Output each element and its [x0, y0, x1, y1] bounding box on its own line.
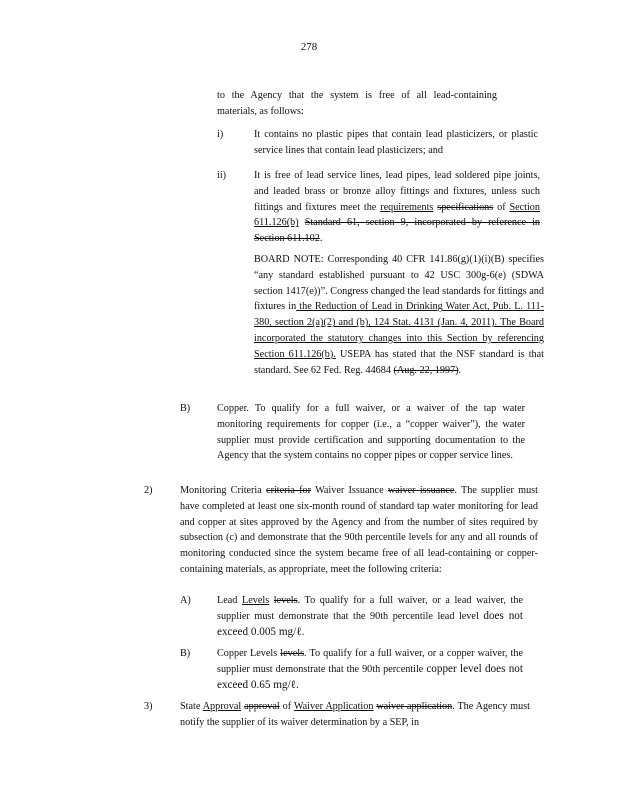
text-run: . The Agency must notify the supplier of its waiver determination by a SEP, in — [180, 701, 530, 728]
deleted-text: levels — [273, 595, 298, 606]
deleted-text: waiver application — [376, 701, 453, 712]
inserted-text: the Reduction of Lead in Drinking Water Act, Pub. L. 111-380, section 2(a)(2) and (b), 124 Stat. 4131 (Jan. 4, 2011). The Board incorporated the statutory changes into this Section by referencing Section 611.126(b). — [254, 301, 544, 360]
text-run: of — [279, 701, 294, 712]
inserted-text: requirements — [380, 201, 434, 213]
text-run: does not exceed 0.005 mg/ℓ. — [217, 609, 523, 638]
text-run: . To qualify for a full waiver, or a lead waiver, the supplier must demonstrate that the 90th percentile lead level — [217, 595, 523, 622]
board-note — [254, 252, 544, 378]
page-number: 278 — [300, 41, 318, 53]
text-run: Lead — [217, 595, 242, 606]
text-run: Waiver Issuance — [311, 485, 388, 496]
text-run: . To qualify for a full waiver, or a copper waiver, the supplier must demonstrate that the 90th percentile — [217, 648, 523, 675]
item-2-label: 2) — [144, 485, 153, 496]
deleted-text: (Aug. 22, 1997) — [393, 364, 459, 376]
deleted-text: criteria for — [266, 485, 312, 496]
deleted-text: approval — [244, 701, 280, 712]
item-2a-label: A) — [180, 595, 191, 606]
item-i-label: i) — [217, 129, 224, 140]
text-run: BOARD NOTE: Corresponding 40 CFR 141.86(g)(1)(i)(B) specifies “any standard established pursuant to 42 USC 300g-6(e) (SDWA section 1417(e))”. Congress changed the lead standards for fittings and fixtures in — [254, 254, 544, 313]
item-b-label: B) — [180, 403, 191, 414]
item-2a-text — [217, 593, 523, 640]
text-run: . — [319, 233, 323, 245]
item-i-text: It contains no plastic pipes that contain lead plasticizers, or plastic service lines that contain lead plasticizers; and — [254, 129, 538, 156]
item-2-text — [180, 483, 538, 578]
inserted-text: Waiver Application — [293, 701, 374, 712]
text-run: USEPA has stated that the NSF standard is that standard. See 62 Fed. Reg. 44684 — [254, 348, 545, 376]
text-run: copper level does not exceed 0.65 mg/ℓ. — [217, 662, 523, 691]
text-run: of — [493, 201, 510, 213]
text-run: . The supplier must have completed at least one six-month round of standard tap water monitoring for lead and copper at sites approved by the Agency and from the number of sites required by subsection (c) and demonstrate that the 90th percentile levels for any and all rounds of monitoring conducted since the system became free of all lead-containing or copper-containing materials, as appropriate, meet the following criteria: — [180, 485, 538, 575]
text-run: State — [180, 701, 203, 712]
item-3-label: 3) — [144, 701, 153, 712]
inserted-text: Section 611.126(b) — [254, 201, 540, 229]
intro-paragraph: to the Agency that the system is free of all lead-containing materials, as follows: — [217, 90, 497, 117]
text-run: Copper Levels — [217, 648, 281, 659]
item-b-text: Copper. To qualify for a full waiver, or a waiver of the tap water monitoring requirements for copper (i.e., a “copper waiver”), the water supplier must provide certification and supporting documentation to the Agency that the system contains no copper pipes or copper service lines. — [217, 403, 525, 462]
item-ii-text — [254, 168, 540, 247]
deleted-text: levels — [280, 648, 305, 659]
item-3-text — [180, 699, 530, 731]
inserted-text: Approval — [202, 701, 242, 712]
item-ii-label: ii) — [217, 170, 227, 181]
text-run: . — [458, 364, 462, 376]
deleted-text: specifications — [437, 201, 494, 213]
text-run: It is free of lead service lines, lead pipes, lead soldered pipe joints, and leaded brass or bronze alloy fittings and fixtures, unless such fittings and fixtures meet the — [254, 170, 540, 213]
item-2b-label: B) — [180, 648, 191, 659]
text-run: Monitoring Criteria — [180, 485, 267, 496]
deleted-text: waiver issuance — [387, 485, 455, 496]
item-2b-text — [217, 646, 523, 693]
deleted-text: Standard 61, section 9, incorporated by reference in Section 611.102 — [254, 217, 540, 245]
inserted-text: Levels — [242, 595, 270, 606]
